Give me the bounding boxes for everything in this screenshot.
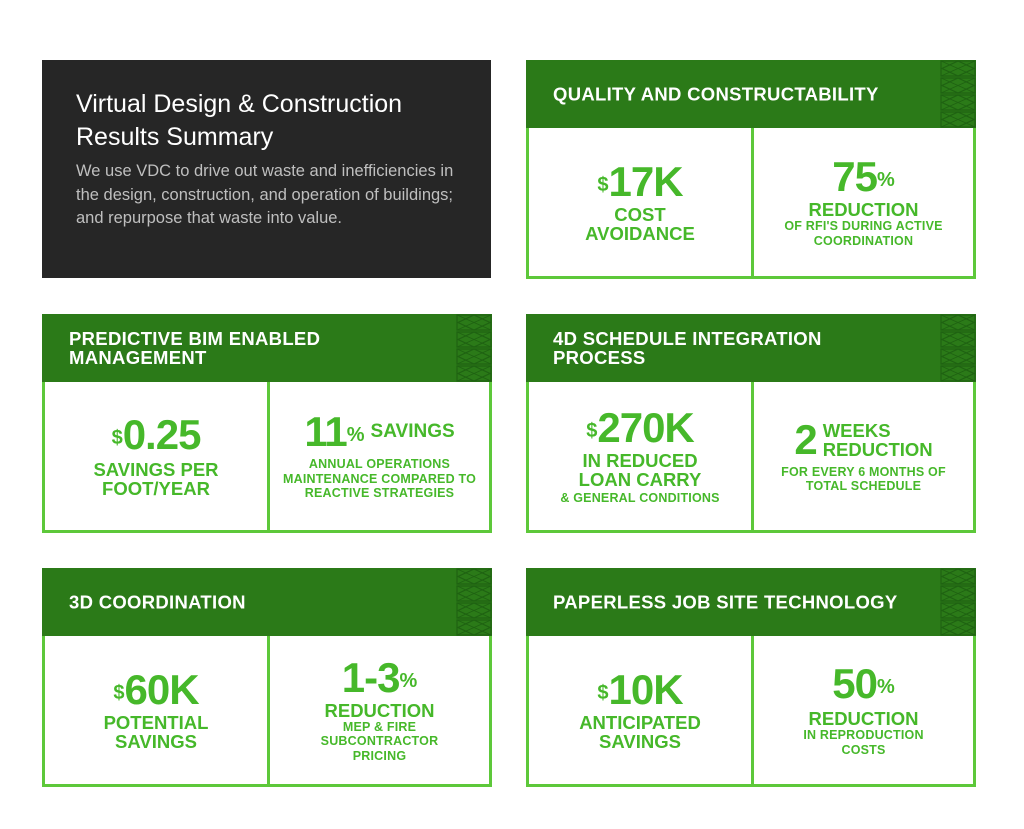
stat-value: $17K — [597, 158, 683, 205]
card-title: 4D SCHEDULE INTEGRATION PROCESS — [553, 328, 822, 368]
card-3d-coordination — [42, 568, 492, 787]
intro-panel — [42, 60, 491, 278]
lattice-pattern-icon — [456, 568, 492, 636]
stat-label: COST AVOIDANCE — [585, 204, 695, 244]
stat-detail: MEP & FIRE SUBCONTRACTOR PRICING — [320, 719, 439, 763]
stat-cost-avoidance — [529, 128, 751, 276]
stat-schedule-reduction — [751, 382, 973, 530]
card-header — [526, 314, 976, 382]
stat-value: 11% — [304, 408, 365, 456]
stat-value: 2 — [794, 415, 817, 463]
card-title: PAPERLESS JOB SITE TECHNOLOGY — [553, 591, 898, 613]
card-body — [526, 636, 976, 787]
stat-label: ANTICIPATED SAVINGS — [579, 712, 701, 752]
stat-reproduction-reduction — [751, 636, 973, 784]
stat-detail: ANNUAL OPERATIONS MAINTENANCE COMPARED TO REACTIVE STRATEGIES — [282, 457, 477, 501]
card-header — [526, 60, 976, 128]
stat-operations-savings — [267, 382, 489, 530]
card-body — [42, 382, 492, 533]
card-body — [42, 636, 492, 787]
stat-label: REDUCTION — [324, 699, 435, 721]
stat-label: SAVINGS PER FOOT/YEAR — [93, 459, 219, 499]
stat-value: 1-3% — [341, 653, 418, 701]
lattice-pattern-icon — [940, 314, 976, 382]
stat-label: SAVINGS — [370, 421, 455, 443]
stat-value-row — [794, 415, 933, 463]
stat-label-bottom: REDUCTION — [822, 438, 933, 460]
card-quality — [526, 60, 976, 279]
stat-value: $10K — [597, 666, 683, 713]
stat-loan-carry — [529, 382, 751, 530]
stat-label: IN REDUCED LOAN CARRY — [578, 449, 702, 490]
page-title: Virtual Design & Construction Results Summary — [76, 90, 403, 151]
card-body — [526, 382, 976, 533]
lattice-pattern-icon — [940, 60, 976, 128]
intro-description: We use VDC to drive out waste and inefficiencies in the design, construction, and operation of buildings; and repurpose that waste into value. — [76, 162, 454, 227]
stat-potential-savings — [45, 636, 267, 784]
stat-label: POTENTIAL SAVINGS — [103, 712, 209, 752]
card-header — [42, 568, 492, 636]
stat-detail: FOR EVERY 6 MONTHS OF TOTAL SCHEDULE — [781, 464, 946, 493]
stat-anticipated-savings — [529, 636, 751, 784]
stat-detail: OF RFI'S DURING ACTIVE COORDINATION — [784, 219, 943, 248]
card-title: PREDICTIVE BIM ENABLED MANAGEMENT — [69, 328, 321, 368]
card-4d-schedule — [526, 314, 976, 533]
stat-detail: & GENERAL CONDITIONS — [560, 490, 720, 505]
card-paperless — [526, 568, 976, 787]
stat-value: 50% — [832, 660, 895, 707]
card-body — [526, 128, 976, 279]
stat-value: $270K — [586, 403, 694, 451]
stat-rfi-reduction — [751, 128, 973, 276]
stat-subcontractor-reduction — [267, 636, 489, 784]
card-title: 3D COORDINATION — [69, 591, 246, 613]
lattice-pattern-icon — [940, 568, 976, 636]
card-header — [42, 314, 492, 382]
stat-value: $60K — [113, 666, 199, 713]
stat-label-top: WEEKS — [822, 419, 891, 441]
stat-savings-per-foot — [45, 382, 267, 530]
stat-value-row — [304, 408, 455, 456]
card-predictive-bim — [42, 314, 492, 533]
stat-label: REDUCTION — [808, 708, 919, 729]
stat-label: REDUCTION — [808, 199, 919, 220]
stat-value: 75% — [832, 153, 895, 200]
stat-value: $0.25 — [111, 411, 201, 458]
stat-detail: IN REPRODUCTION COSTS — [803, 728, 924, 757]
lattice-pattern-icon — [456, 314, 492, 382]
card-header — [526, 568, 976, 636]
card-title: QUALITY AND CONSTRUCTABILITY — [553, 83, 879, 105]
